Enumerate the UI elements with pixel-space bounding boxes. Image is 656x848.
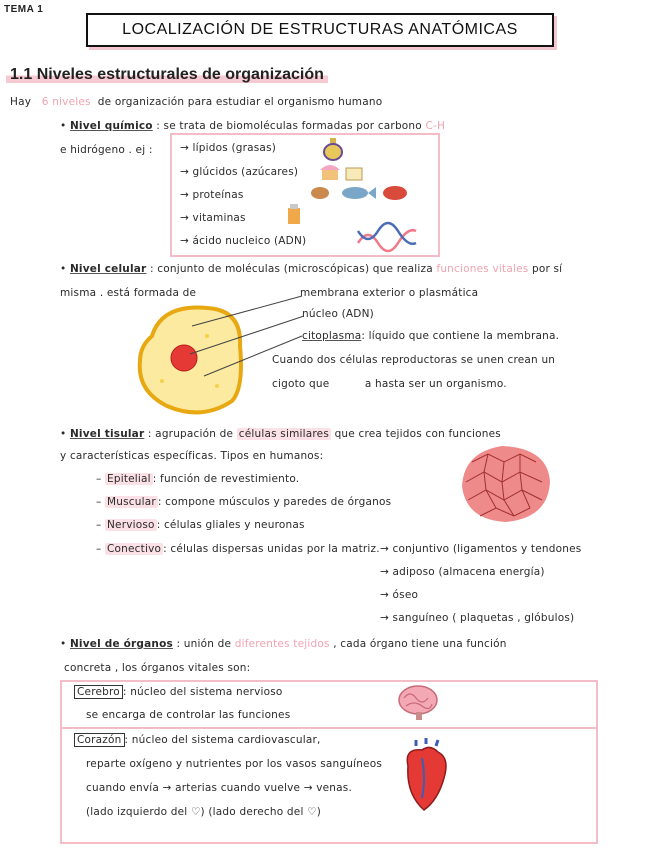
conectivo-sub-conjuntivo: → conjuntivo (ligamentos y tendones — [380, 543, 582, 555]
quimico-example-proteinas: → proteínas — [180, 189, 244, 201]
celular-desc-b: por sí — [531, 263, 563, 275]
tissue-nervioso: – Nervioso : células gliales y neuronas — [96, 519, 305, 531]
tissue-illustration — [458, 442, 554, 524]
vitamin-bottle-icon — [287, 204, 301, 226]
cupcake-icon — [318, 160, 366, 184]
corazon-line-2: reparte oxígeno y nutrientes por los vasos sanguíneos — [86, 758, 383, 770]
celular-desc-a: : conjunto de moléculas (microscópicas) que realiza — [149, 263, 433, 275]
title-box — [86, 13, 554, 47]
tissue-conectivo: – Conectivo : células dispersas unidas por la matriz. — [96, 543, 380, 555]
cell-part-citoplasma: citoplasma: líquido que contiene la membrana. — [302, 330, 560, 342]
intro-line — [10, 96, 382, 108]
organos-line-2: concreta , los órganos vitales son: — [64, 662, 251, 674]
dna-icon — [356, 225, 416, 249]
quimico-example-glucidos: → glúcidos (azúcares) — [180, 166, 299, 178]
quimico-line-2: e hidrógeno . ej : — [60, 144, 153, 156]
quimico-example-lipidos: → lípidos (grasas) — [180, 142, 277, 154]
tissue-muscular: – Muscular : compone músculos y paredes de órganos — [96, 496, 392, 508]
organos-label: Nivel de órganos — [69, 638, 173, 650]
tisular-line-2: y características específicas. Tipos en humanos: — [60, 450, 324, 462]
organos-pink: diferentes tejidos — [234, 638, 330, 650]
conectivo-sub-adiposo: → adiposo (almacena energía) — [380, 566, 545, 578]
conectivo-sub-sanguineo: → sanguíneo ( plaquetas , glóbulos) — [380, 612, 575, 624]
celular-label: Nivel celular — [69, 263, 147, 275]
page-title: LOCALIZACIÓN DE ESTRUCTURAS ANATÓMICAS — [122, 21, 518, 38]
section-number: 1.1 — [10, 66, 33, 83]
cell-part-membrana: membrana exterior o plasmática — [300, 287, 479, 299]
cerebro-line-2: se encarga de controlar las funciones — [86, 709, 291, 721]
quimico-label: Nivel químico — [69, 120, 153, 132]
organos-line-1: • Nivel de órganos : unión de diferentes tejidos , cada órgano tiene una función — [60, 638, 507, 650]
cerebro-line-1: Cerebro : núcleo del sistema nervioso — [74, 686, 283, 698]
intro-hay: Hay — [10, 96, 32, 108]
corazon-line-4: (lado izquierdo del ♡) (lado derecho del ♡) — [86, 806, 322, 818]
cell-part-nucleo: núcleo (ADN) — [302, 308, 374, 320]
quimico-line-1: • Nivel químico : se trata de biomoléculas formadas por carbono C-H — [60, 120, 446, 132]
intro-count: 6 niveles — [41, 96, 91, 108]
tissue-epitelial: – Epitelial : función de revestimiento. — [96, 473, 300, 485]
celular-line-1: • Nivel celular : conjunto de moléculas (microscópicas) que realiza funciones vitales por sí — [60, 263, 563, 275]
tema-label: TEMA 1 — [4, 4, 44, 15]
oil-bottle-icon — [318, 136, 348, 162]
celular-extra-2: cigoto que a hasta ser un organismo. — [272, 378, 507, 390]
conectivo-sub-oseo: → óseo — [380, 589, 419, 601]
tisular-label: Nivel tisular — [69, 428, 145, 440]
cerebro-name: Cerebro — [74, 685, 123, 699]
corazon-line-1: Corazón : núcleo del sistema cardiovascular, — [74, 734, 321, 746]
protein-foods-icon — [310, 183, 410, 203]
celular-pink: funciones vitales — [436, 263, 529, 275]
quimico-desc-a: : se trata de biomoléculas formadas por carbono — [156, 120, 422, 132]
corazon-line-3: cuando envía → arterias cuando vuelve → venas. — [86, 782, 353, 794]
organos-divider — [60, 727, 596, 729]
heart-icon — [402, 738, 452, 812]
intro-rest: de organización para estudiar el organismo humano — [97, 96, 383, 108]
tisular-line-1: • Nivel tisular : agrupación de células similares que crea tejidos con funciones — [60, 428, 501, 440]
brain-icon — [396, 682, 440, 722]
corazon-name: Corazón — [74, 733, 125, 747]
quimico-ch: C-H — [425, 120, 446, 132]
quimico-example-vitaminas: → vitaminas — [180, 212, 246, 224]
celular-extra-1: Cuando dos células reproductoras se unen crean un — [272, 354, 556, 366]
section-heading — [6, 66, 328, 84]
tisular-highlight: células similares — [238, 428, 330, 440]
quimico-example-adn: → ácido nucleico (ADN) — [180, 235, 307, 247]
section-title: Niveles estructurales de organización — [36, 66, 324, 83]
celular-line-2: misma . está formada de — [60, 287, 197, 299]
